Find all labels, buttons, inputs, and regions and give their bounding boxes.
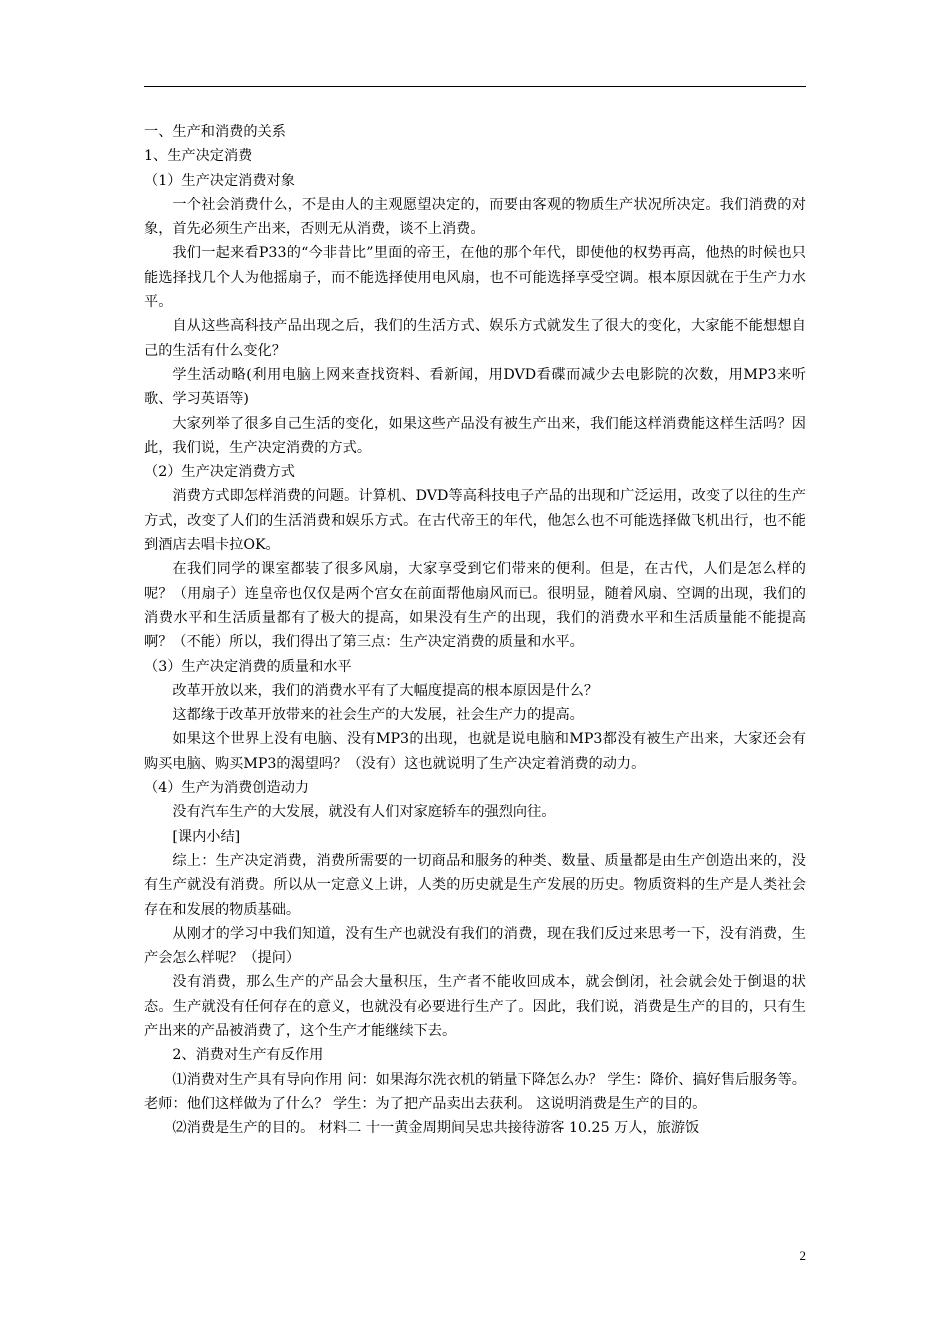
paragraph: 没有消费，那么生产的产品会大量积压，生产者不能收回成本，就会倒闭，社会就会处于倒退的状态。生产就没有任何存在的意义，也就没有必要进行生产了。因此，我们说，消费是生产的目的，只有生产出来的产品被消费了，这个生产才能继续下去。 [144, 974, 806, 1039]
paragraph: 学生活动略(利用电脑上网来查找资料、看新闻，用DVD看碟而减少去电影院的次数，用MP3来听歌、学习英语等) [144, 366, 806, 408]
header-rule [144, 86, 806, 87]
summary-label: [课内小结] [172, 828, 241, 845]
paragraph: 自从这些高科技产品出现之后，我们的生活方式、娱乐方式就发生了很大的变化，大家能不能想想自己的生活有什么变化？ [144, 318, 806, 359]
page-number: 2 [799, 1248, 806, 1263]
point-heading: （3）生产决定消费的质量和水平 [144, 658, 352, 675]
paragraph: 综上：生产决定消费，消费所需要的一切商品和服务的种类、数量、质量都是由生产创造出来的，没有生产就没有消费。所以从一定意义上讲，人类的历史就是生产发展的历史。物质资料的生产是人类社会存在和发展的物质基础。 [144, 852, 806, 918]
paragraph: 如果这个世界上没有电脑、没有MP3的出现，也就是说电脑和MP3都没有被生产出来，大家还会有购买电脑、购买MP3的渴望吗？（没有）这也就说明了生产决定着消费的动力。 [144, 731, 806, 772]
subsection-heading: 2、消费对生产有反作用 [172, 1047, 324, 1064]
section-heading: 一、生产和消费的关系 [144, 124, 286, 140]
paragraph: 我们一起来看P33的“今非昔比”里面的帝王，在他的那个年代，即使他的权势再高，他热的时候也只能选择找几个人为他摇扇子，而不能选择使用电风扇，也不可能选择享受空调。根本原因就在于生产力水平。 [144, 245, 806, 311]
point-heading: （4）生产为消费创造动力 [144, 780, 310, 797]
document-body [144, 120, 806, 1140]
paragraph: 没有汽车生产的大发展，就没有人们对家庭轿车的强烈向往。 [172, 804, 556, 821]
paragraph: 这都缘于改革开放带来的社会生产的大发展，社会生产力的提高。 [172, 707, 584, 724]
paragraph: 一个社会消费什么，不是由人的主观愿望决定的，而要由客观的物质生产状况所决定。我们消费的对象，首先必须生产出来，否则无从消费，谈不上消费。 [144, 196, 806, 238]
subsection-heading: 1、生产决定消费 [144, 148, 253, 165]
point-heading: （2）生产决定消费方式 [144, 464, 295, 481]
paragraph: 在我们同学的课室都装了很多风扇，大家享受到它们带来的便利。但是，在古代，人们是怎么样的呢？（用扇子）连皇帝也仅仅是两个宫女在前面帮他扇风而已。很明显，随着风扇、空调的出现，我们的消费水平和生活质量都有了极大的提高，如果没有生产的出现，我们的消费水平和生活质量能不能提高啊？（不能）所以，我们得出了第三点：生产决定消费的质量和水平。 [144, 561, 806, 651]
paragraph: 从刚才的学习中我们知道，没有生产也就没有我们的消费，现在我们反过来思考一下，没有消费，生产会怎么样呢？（提问） [144, 925, 806, 967]
paragraph: 消费方式即怎样消费的问题。计算机、DVD等高科技电子产品的出现和广泛运用，改变了以往的生产方式，改变了人们的生活消费和娱乐方式。在古代帝王的年代，他怎么也不可能选择做飞机出行，也不能到酒店去唱卡拉OK。 [144, 488, 806, 554]
paragraph: 改革开放以来，我们的消费水平有了大幅度提高的根本原因是什么？ [172, 682, 599, 699]
paragraph: 大家列举了很多自己生活的变化，如果这些产品没有被生产出来，我们能这样消费能这样生活吗？因此，我们说，生产决定消费的方式。 [144, 415, 806, 456]
point-heading: （1）生产决定消费对象 [144, 172, 295, 189]
paragraph: ⑵消费是生产的目的。 材料二 十一黄金周期间吴忠共接待游客 10.25 万人，旅游饭 [172, 1120, 700, 1137]
paragraph: ⑴消费对生产具有导向作用 问：如果海尔洗衣机的销量下降怎么办？ 学生：降价、搞好售后服务等。 老师：他们这样做为了什么？ 学生：为了把产品卖出去获利。 这说明消费是生产的目的。 [144, 1071, 806, 1112]
